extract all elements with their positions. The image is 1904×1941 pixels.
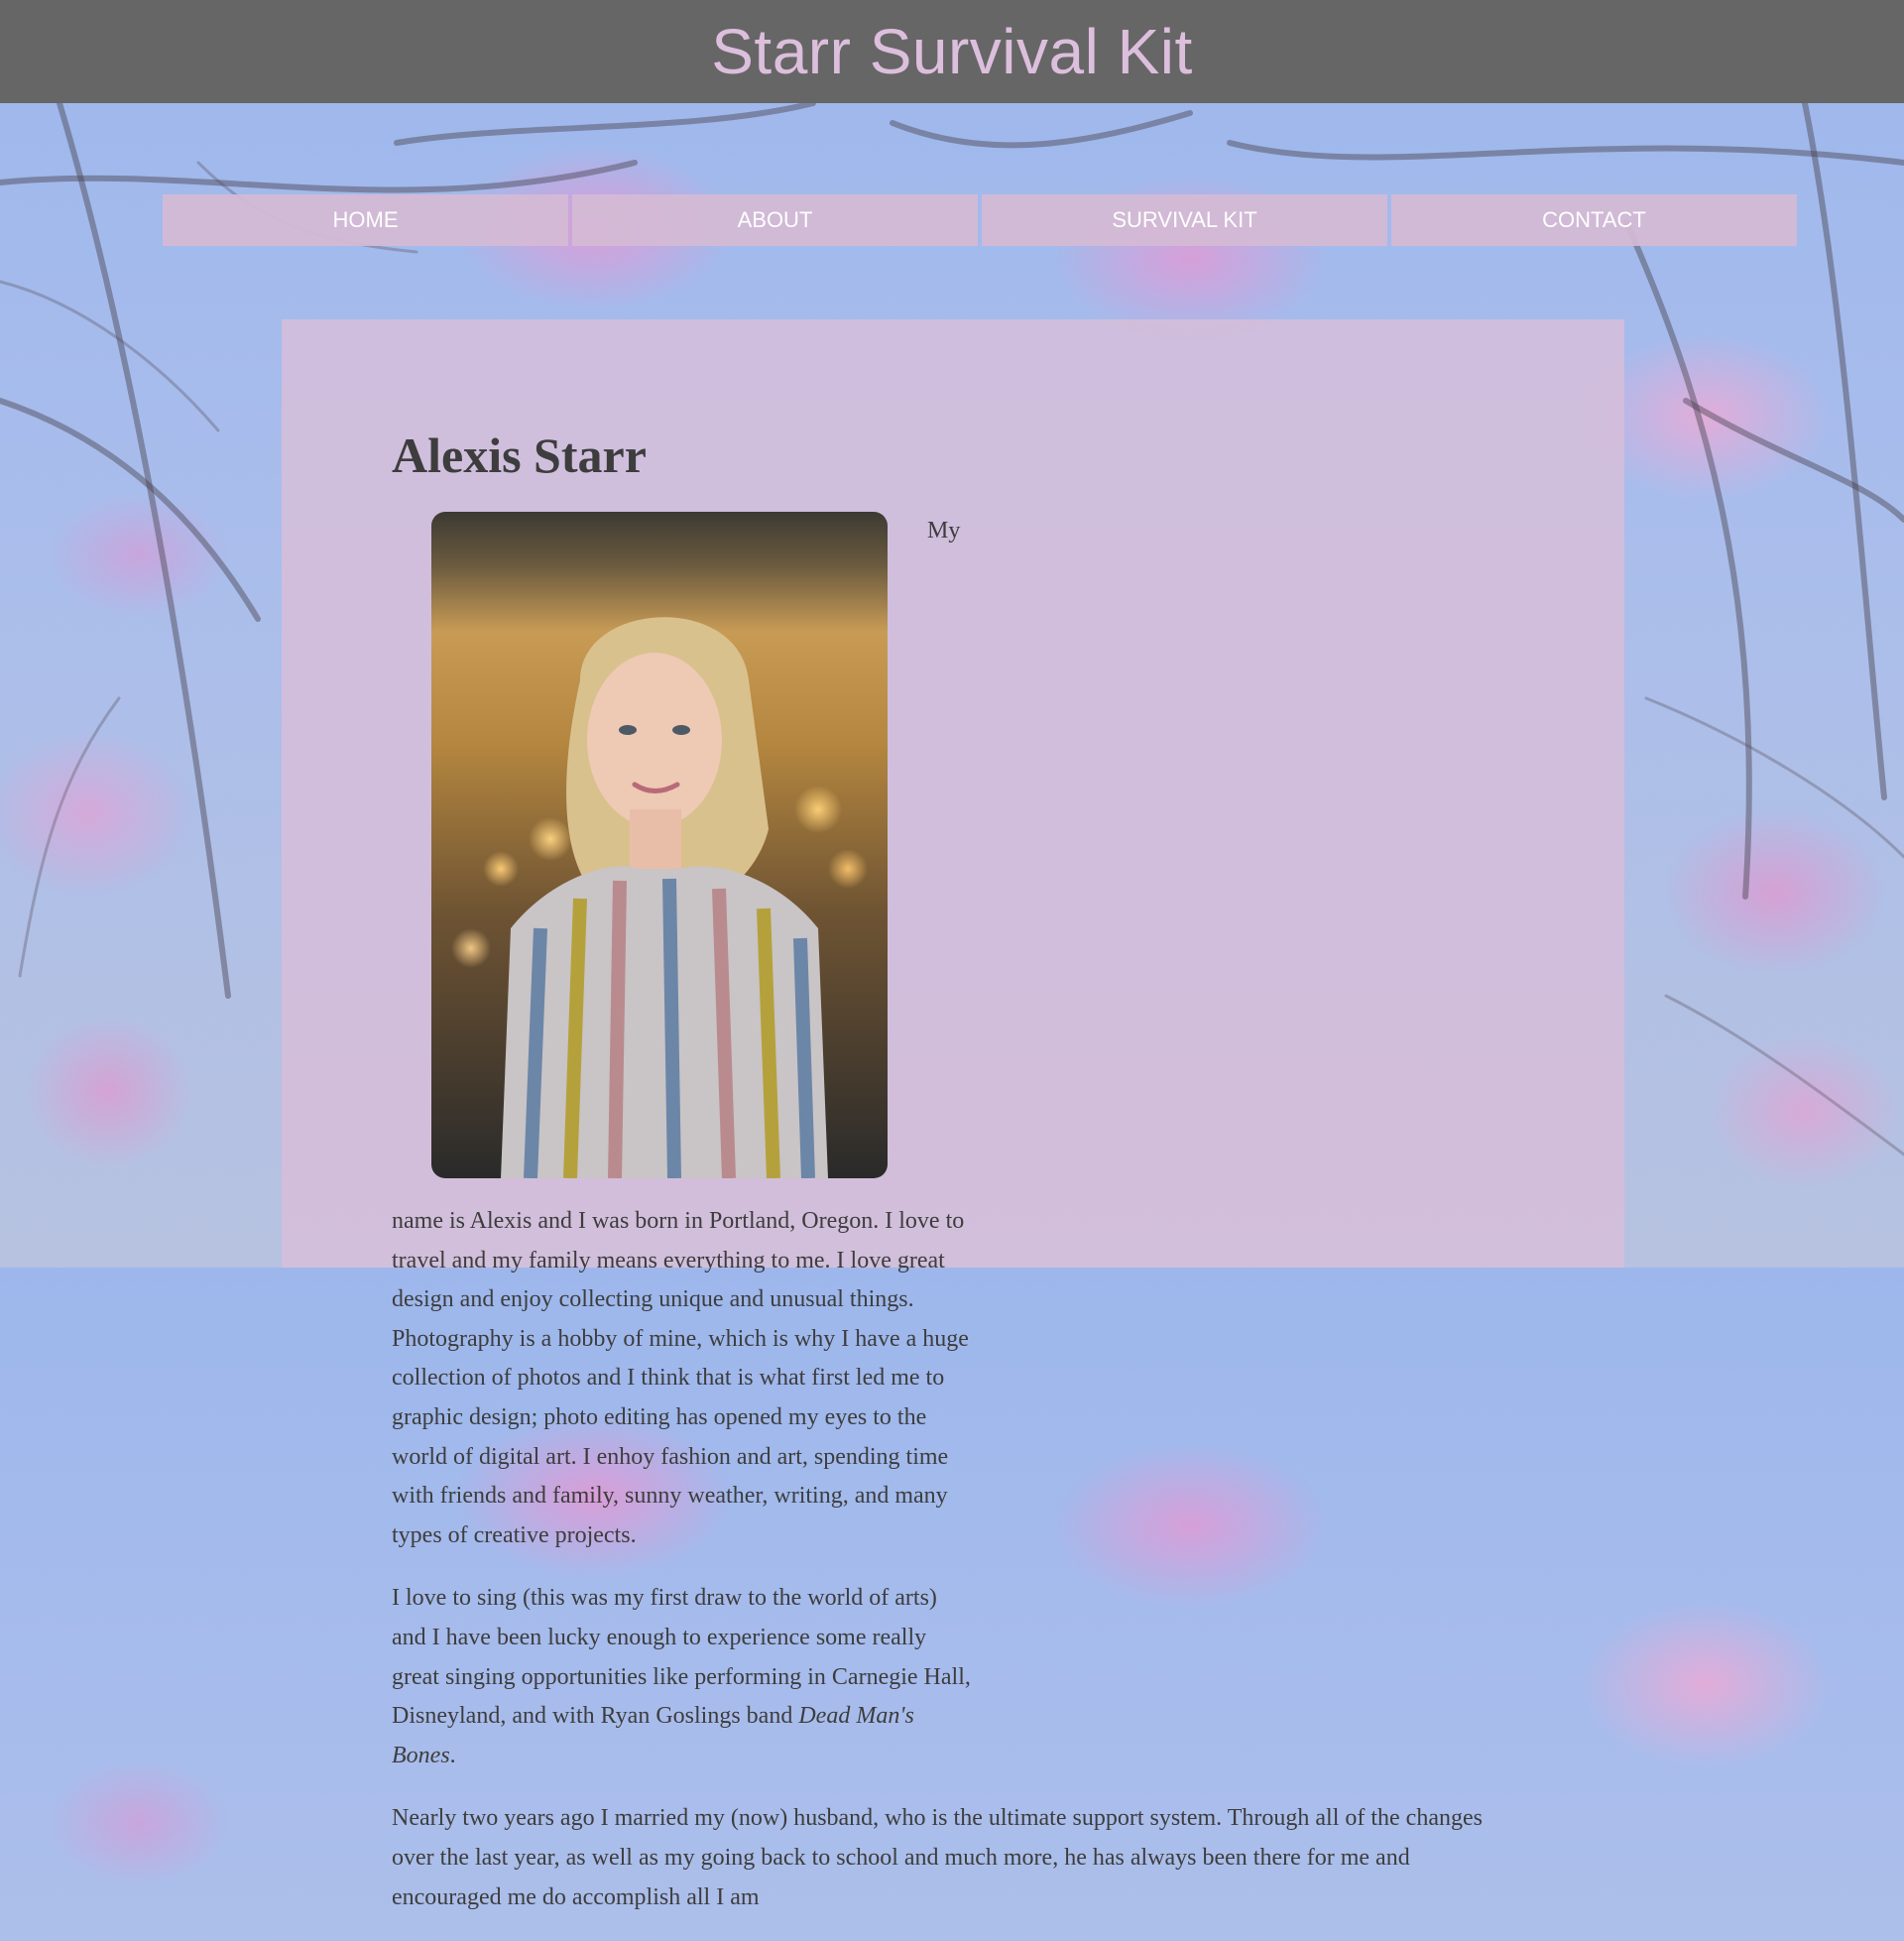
nav-home[interactable]: HOME xyxy=(163,194,568,246)
photo-spacer xyxy=(392,512,927,1202)
profile-name: Alexis Starr xyxy=(392,427,647,483)
bio-paragraph-1: My name is Alexis and I was born in Portland, Oregon. I love to travel and my family means everything to me. I love great design and enjoy collecting unique and unusual things. Photography is a hobby of mine, which is why I have a huge collection of photos and I think that is what first led me to graphic design; photo editing has opened my eyes to the world of digital art. I enhoy fashion and art, spending time with friends and family, sunny weather, writing, and many types of creative projects. xyxy=(392,518,969,1548)
content-panel xyxy=(282,319,1624,1910)
bio-paragraph-2-end: . xyxy=(449,1742,456,1768)
band-name: Dead Man's Bones xyxy=(392,1703,914,1768)
nav-about[interactable]: ABOUT xyxy=(572,194,978,246)
site-header xyxy=(0,0,1904,103)
bio-paragraph-2 xyxy=(392,1579,977,1775)
nav-survival-kit[interactable]: SURVIVAL KIT xyxy=(982,194,1387,246)
bio-paragraph-3: Nearly two years ago I married my (now) husband, who is the ultimate support system. Through all of the changes over the last year, as well as my going back to school and much more, he has always been there for me and encouraged me do accomplish all I am xyxy=(392,1805,1483,1910)
main-nav xyxy=(163,194,1797,246)
bio-paragraph-2-text: I love to sing (this was my first draw to the world of arts) and I have been lucky enough to experience some really great singing opportunities like performing in Carnegie Hall, Disneyland, and with Ryan Goslings band xyxy=(392,1585,971,1730)
bio-text xyxy=(392,512,1522,1941)
site-title: Starr Survival Kit xyxy=(711,16,1193,87)
nav-contact[interactable]: CONTACT xyxy=(1391,194,1797,246)
